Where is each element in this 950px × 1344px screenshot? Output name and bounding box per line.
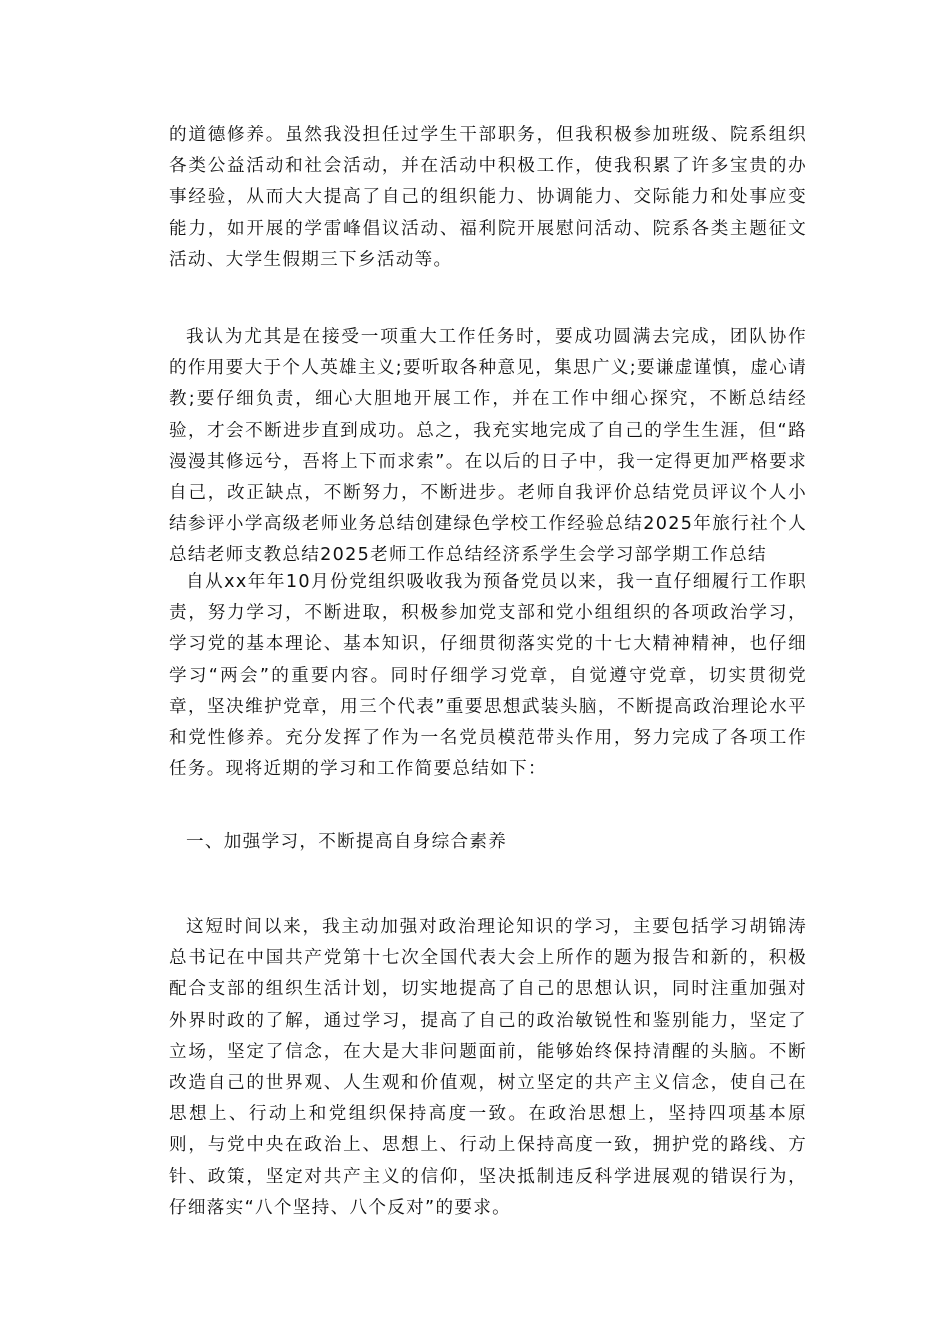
paragraph-teamwork-reflection: 我认为尤其是在接受一项重大工作任务时，要成功圆满去完成，团队协作的作用要大于个人英雄主义;要听取各种意见，集思广义;要谦虚谨慎，虚心请教;要仔细负责，细心大胆地开展工作，并在工作中细心探究，不断总结经验，才会不断进步直到成功。总之，我充实地完成了自己的学生生涯，但“路漫漫其修远兮，吾将上下而求索”。在以后的日子中，我一定得更加严格要求自己，改正缺点，不断努力，不断进步。老师自我评价总结党员评议个人小结参评小学高级老师业务总结创建绿色学校工作经验总结2025年旅行社个人总结老师支教总结2025老师工作总结经济系学生会学习部学期工作总结 — [169, 327, 807, 566]
paragraph-party-member-intro: 自从xx年年10月份党组织吸收我为预备党员以来，我一直仔细履行工作职责，努力学习，不断进取，积极参加党支部和党小组组织的各项政治学习，学习党的基本理论、基本知识，仔细贯彻落实党的十七大精神精神，也仔细学习“两会”的重要内容。同时仔细学习党章，自觉遵守党章，切实贯彻党章，坚决维护党章，用三个代表”重要思想武装头脑，不断提高政治理论水平和党性修养。充分发挥了作为一名党员模范带头作用，努力完成了各项工作任务。现将近期的学习和工作简要总结如下： — [169, 572, 807, 780]
section-heading-strengthen-learning: 一、加强学习，不断提高自身综合素养 — [186, 832, 508, 852]
paragraph-moral-cultivation: 的道德修养。虽然我没担任过学生干部职务，但我积极参加班级、院系组织各类公益活动和社会活动，并在活动中积极工作，使我积累了许多宝贵的办事经验，从而大大提高了自己的组织能力、协调能力、交际能力和处事应变能力，如开展的学雷峰倡议活动、福利院开展慰问活动、院系各类主题征文活动、大学生假期三下乡活动等。 — [169, 125, 807, 270]
paragraph-political-study: 这短时间以来，我主动加强对政治理论知识的学习，主要包括学习胡锦涛总书记在中国共产党第十七次全国代表大会上所作的题为报告和新的，积极配合支部的组织生活计划，切实地提高了自己的思想认识，同时注重加强对外界时政的了解，通过学习，提高了自己的政治敏锐性和鉴别能力，坚定了立场，坚定了信念，在大是大非问题面前，能够始终保持清醒的头脑。不断改造自己的世界观、人生观和价值观，树立坚定的共产主义信念，使自己在思想上、行动上和党组织保持高度一致。在政治思想上，坚持四项基本原则，与党中央在政治上、思想上、行动上保持高度一致，拥护党的路线、方针、政策，坚定对共产主义的信仰，坚决抵制违反科学进展观的错误行为，仔细落实“八个坚持、八个反对”的要求。 — [169, 917, 807, 1218]
